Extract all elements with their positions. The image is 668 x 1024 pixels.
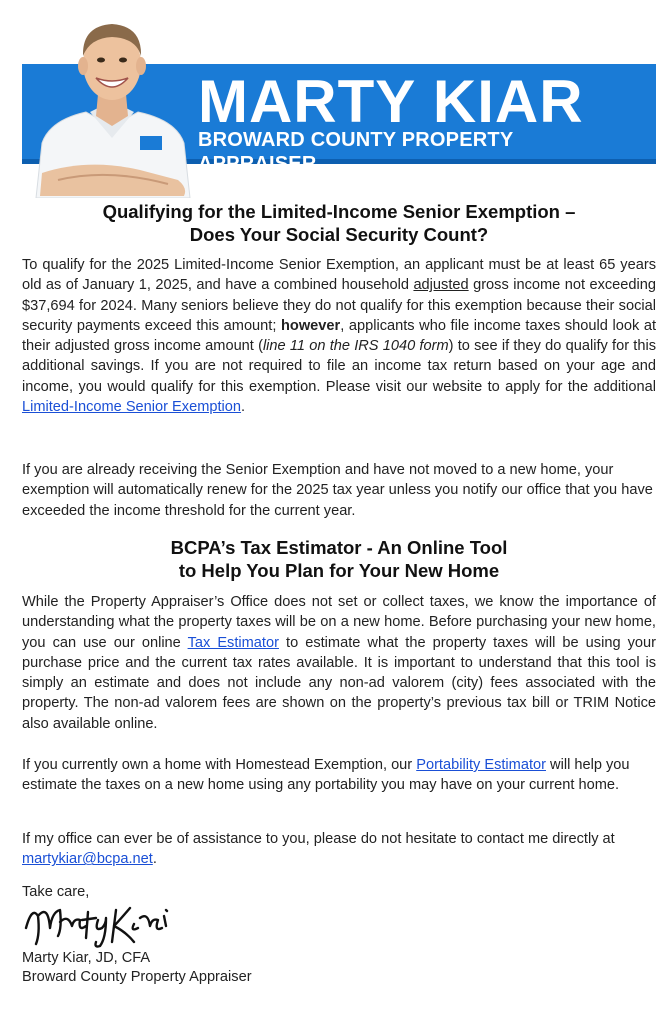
irs-form-italic: line 11 on the IRS 1040 form — [262, 338, 449, 355]
section1-paragraph2: If you are already receiving the Senior Exemption and have not moved to a new home, your exemption will automatically renew for the 2025 tax year unless you notify our office that you have exceeded the income threshold for the current year. — [22, 462, 653, 519]
section2-paragraph1 — [22, 592, 656, 734]
text-run: . — [241, 399, 246, 416]
limited-income-senior-exemption-link[interactable]: Limited-Income Senior Exemption — [22, 399, 242, 416]
text-run: to estimate what the property taxes will be using your purchase price and the current tax rates available. It is important to understand that this tool is simply an estimate and does not include any non-ad valorem (city) fees associated with the property. The non-ad valorem fees are shown on the property’s previous tax bill or TRIM Notice also available online. — [22, 634, 657, 732]
email-link[interactable]: martykiar@bcpa.net — [22, 851, 153, 868]
text-run: To qualify for the 2025 Limited-Income Senior Exemption, an applicant must be at least 65 years old as of January 1, 2025, and have a combined household — [22, 257, 656, 294]
text-run: If my office can ever be of assistance to you, please do not hesitate to contact me directly at — [22, 831, 615, 847]
section2-paragraph3 — [22, 829, 656, 870]
closing-name: Marty Kiar, JD, CFA — [22, 950, 151, 966]
section2-title — [22, 536, 656, 582]
section1-title — [22, 200, 656, 246]
section1-title-line1: Qualifying for the Limited-Income Senior Exemption – — [102, 201, 576, 222]
text-run: If you currently own a home with Homestead Exemption, our — [22, 757, 417, 773]
banner-subtitle: BROWARD COUNTY PROPERTY APPRAISER — [198, 129, 514, 175]
closing-title: Broward County Property Appraiser — [22, 969, 252, 985]
portrait-photo — [28, 8, 198, 198]
take-care-text: Take care, — [22, 884, 90, 900]
text-run: , applicants who file income taxes should look at their adjusted gross income amount ( — [22, 317, 656, 355]
text-run: gross income not exceeding $37,694 for 2024. Many seniors believe they do not qualify for this exemption because their social security payments exceed this amount; — [22, 277, 657, 334]
text-run: . — [152, 851, 157, 868]
tax-estimator-link[interactable]: Tax Estimator — [187, 634, 279, 651]
section2-paragraph2 — [22, 755, 656, 796]
section2-title-line1: BCPA’s Tax Estimator - An Online Tool — [170, 537, 508, 558]
portability-estimator-link[interactable]: Portability Estimator — [416, 757, 546, 773]
however-bold: however — [281, 317, 341, 334]
adjusted-underline: adjusted — [413, 277, 469, 294]
banner-name: MARTY KIAR — [198, 68, 584, 135]
text-run: While the Property Appraiser’s Office does not set or collect taxes, we know the importance of understanding what the property taxes will be on a new home. Before purchasing your new home, you can use our online — [22, 594, 656, 651]
text-run: ) to see if they do qualify for this additional savings. If you are not required to file an income tax return based on your age and income, you would qualify for this exemption. Please visit our website to apply for the additional — [22, 338, 656, 395]
section1-paragraph1 — [22, 255, 656, 417]
text-run: will help you estimate the taxes on a new home using any portability you may have on your current home. — [22, 757, 630, 794]
section1-title-line2: Does Your Social Security Count? — [189, 224, 489, 245]
section2-title-line2: to Help You Plan for Your New Home — [178, 560, 500, 581]
handwritten-signature — [22, 898, 182, 950]
